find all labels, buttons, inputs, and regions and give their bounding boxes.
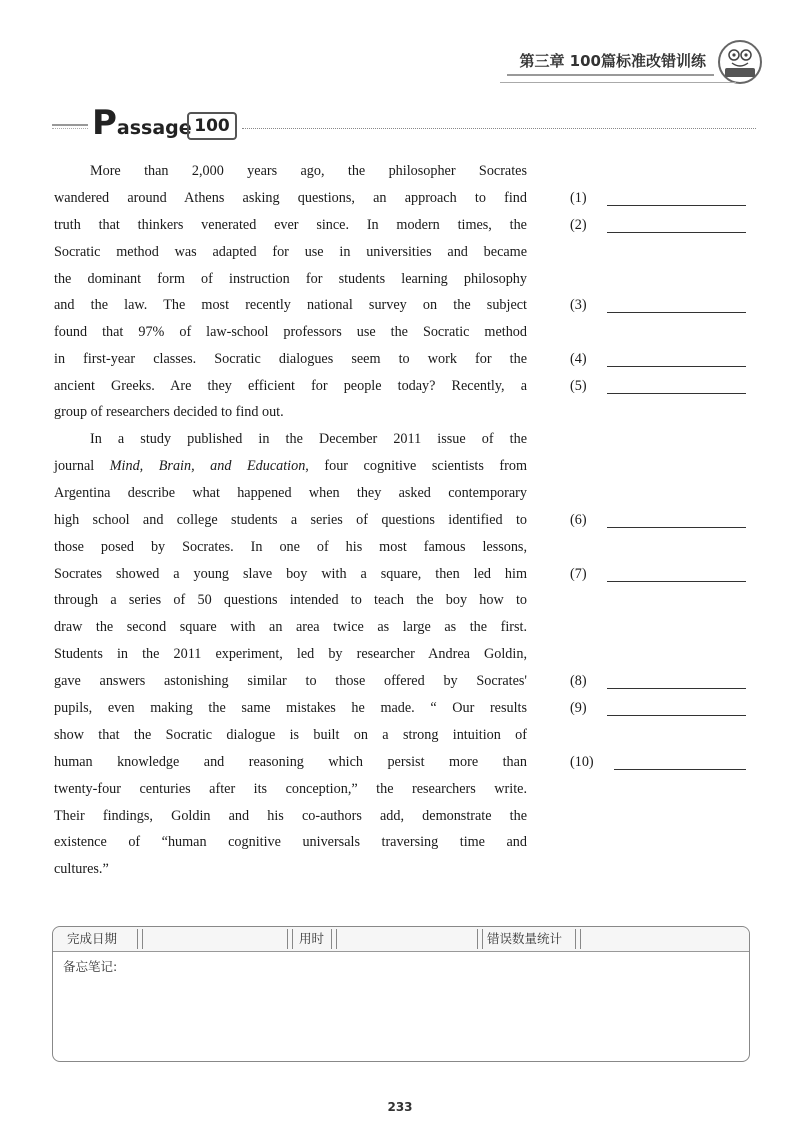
text-line: group of researchers decided to find out. xyxy=(54,404,284,420)
completion-date-label: 完成日期 xyxy=(67,931,118,946)
text-line: draw the second square with an area twice as large as the first. xyxy=(54,619,527,635)
blank-line xyxy=(607,527,746,528)
text-line: truth that thinkers venerated ever since. In modern times, the xyxy=(54,217,527,233)
field-separator xyxy=(287,929,293,949)
blank-line xyxy=(607,581,746,582)
blank-line xyxy=(607,232,746,233)
field-separator xyxy=(137,929,143,949)
blank-number: (4) xyxy=(570,351,587,367)
answer-blank-1[interactable] xyxy=(570,188,750,208)
blank-line xyxy=(607,688,746,689)
blank-number: (9) xyxy=(570,700,587,716)
text-line: Socrates showed a young slave boy with a square, then led him xyxy=(54,566,527,582)
chapter-title: 第三章 100篇标准改错训练 xyxy=(507,48,714,76)
header-rule xyxy=(500,82,736,83)
blank-number: (8) xyxy=(570,673,587,689)
time-used-label: 用时 xyxy=(299,931,325,946)
text-line: pupils, even making the same mistakes he made. “ Our results xyxy=(54,700,527,716)
text-line: found that 97% of law-school professors use the Socratic method xyxy=(54,324,527,340)
heading-rule-left-dotted xyxy=(52,128,88,129)
text-line: through a series of 50 questions intended to teach the boy how to xyxy=(54,592,527,608)
field-separator xyxy=(575,929,581,949)
record-header xyxy=(53,927,749,952)
journal-prefix: journal xyxy=(54,458,110,474)
text-line: high school and college students a series of questions identified to xyxy=(54,512,527,528)
text-line: existence of “human cognitive universals traversing time and xyxy=(54,834,527,850)
text-line: twenty-four centuries after its conception,” the researchers write. xyxy=(54,781,527,797)
chapter-header xyxy=(507,40,762,84)
text-line: in first-year classes. Socratic dialogues seem to work for the xyxy=(54,351,527,367)
answer-blank-3[interactable] xyxy=(570,295,750,315)
passage-label-rest: assage xyxy=(116,117,192,139)
text-line: ancient Greeks. Are they efficient for people today? Recently, a xyxy=(54,378,527,394)
blank-line xyxy=(607,715,746,716)
error-count-label: 错误数量统计 xyxy=(487,931,563,946)
text-line: wandered around Athens asking questions, an approach to find xyxy=(54,190,527,206)
text-line: In a study published in the December 2011 issue of the xyxy=(90,431,527,447)
blank-number: (2) xyxy=(570,217,587,233)
text-line: Their findings, Goldin and his co-authors add, demonstrate the xyxy=(54,808,527,824)
text-line: cultures.” xyxy=(54,861,109,877)
passage-label xyxy=(92,103,192,143)
answer-blank-9[interactable] xyxy=(570,698,750,718)
blank-number: (5) xyxy=(570,378,587,394)
blank-number: (7) xyxy=(570,566,587,582)
heading-rule-left xyxy=(52,124,88,126)
passage-label-initial: P xyxy=(92,103,117,143)
blank-number: (3) xyxy=(570,297,587,313)
answer-blank-10[interactable] xyxy=(570,752,750,772)
text-line: and the law. The most recently national survey on the subject xyxy=(54,297,527,313)
text-line: Argentina describe what happened when they asked contemporary xyxy=(54,485,527,501)
blank-line xyxy=(607,312,746,313)
answer-blank-4[interactable] xyxy=(570,349,750,369)
mascot-logo-icon xyxy=(718,40,762,84)
answer-blank-2[interactable] xyxy=(570,215,750,235)
memo-label: 备忘笔记: xyxy=(63,959,118,974)
text-line: Students in the 2011 experiment, led by researcher Andrea Goldin, xyxy=(54,646,527,662)
text-line: gave answers astonishing similar to those offered by Socrates' xyxy=(54,673,527,689)
blank-line xyxy=(607,393,746,394)
passage-number: 100 xyxy=(187,112,237,140)
blank-line xyxy=(614,769,746,770)
blank-number: (1) xyxy=(570,190,587,206)
text-line: the dominant form of instruction for students learning philosophy xyxy=(54,271,527,287)
blank-number: (6) xyxy=(570,512,587,528)
text-line: human knowledge and reasoning which persist more than xyxy=(54,754,527,770)
text-line: More than 2,000 years ago, the philosopher Socrates xyxy=(90,163,527,179)
journal-title: Mind, Brain, and Education xyxy=(109,458,306,474)
journal-suffix: , four cognitive scientists from xyxy=(305,458,528,474)
record-box xyxy=(52,926,750,1062)
heading-rule-right xyxy=(242,128,756,129)
passage-heading xyxy=(52,103,756,143)
field-separator xyxy=(477,929,483,949)
page-number: 233 xyxy=(387,1100,413,1114)
blank-line xyxy=(607,366,746,367)
text-line-journal xyxy=(54,456,527,476)
blank-number: (10) xyxy=(570,754,594,770)
answer-blank-6[interactable] xyxy=(570,510,750,530)
text-line: show that the Socratic dialogue is built on a strong intuition of xyxy=(54,727,527,743)
answer-blank-5[interactable] xyxy=(570,376,750,396)
blank-line xyxy=(607,205,746,206)
field-separator xyxy=(331,929,337,949)
text-line: Socratic method was adapted for use in universities and became xyxy=(54,244,527,260)
answer-blank-7[interactable] xyxy=(570,564,750,584)
answer-blank-8[interactable] xyxy=(570,671,750,691)
text-line: those posed by Socrates. In one of his most famous lessons, xyxy=(54,539,527,555)
